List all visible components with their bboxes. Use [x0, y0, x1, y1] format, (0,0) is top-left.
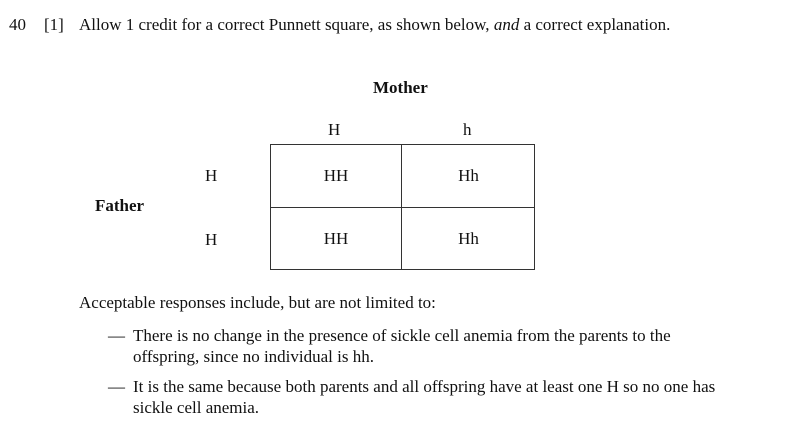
father-label: Father — [95, 196, 145, 215]
question-number: 40 — [9, 15, 26, 34]
punnett-cell: HH — [323, 229, 349, 248]
response-2-line-2: sickle cell anemia. — [133, 398, 260, 417]
question-instruction — [79, 15, 670, 35]
responses-intro: Acceptable responses include, but are not limited to: — [79, 293, 436, 312]
bullet-dash: — — [108, 326, 125, 345]
response-1-line-2: offspring, since no individual is hh. — [133, 347, 374, 366]
bullet-dash: — — [108, 377, 125, 396]
mother-allele-1: H — [328, 120, 341, 139]
response-1-line-1: There is no change in the presence of sickle cell anemia from the parents to the — [133, 326, 671, 345]
punnett-square — [270, 144, 535, 270]
instruction-text-end: a correct explanation. — [519, 15, 671, 34]
mother-allele-2: h — [463, 120, 472, 139]
punnett-cell: HH — [323, 166, 349, 185]
father-allele-2: H — [205, 230, 218, 249]
punnett-cell: Hh — [458, 229, 479, 248]
instruction-text-start: Allow 1 credit for a correct Punnett square, as shown below, — [79, 15, 494, 34]
instruction-emphasis: and — [493, 15, 520, 34]
credit-value: [1] — [44, 15, 64, 34]
father-allele-1: H — [205, 166, 218, 185]
punnett-cell: Hh — [458, 166, 479, 185]
mother-label: Mother — [373, 78, 428, 97]
response-2-line-1: It is the same because both parents and all offspring have at least one H so no one has — [133, 377, 716, 396]
